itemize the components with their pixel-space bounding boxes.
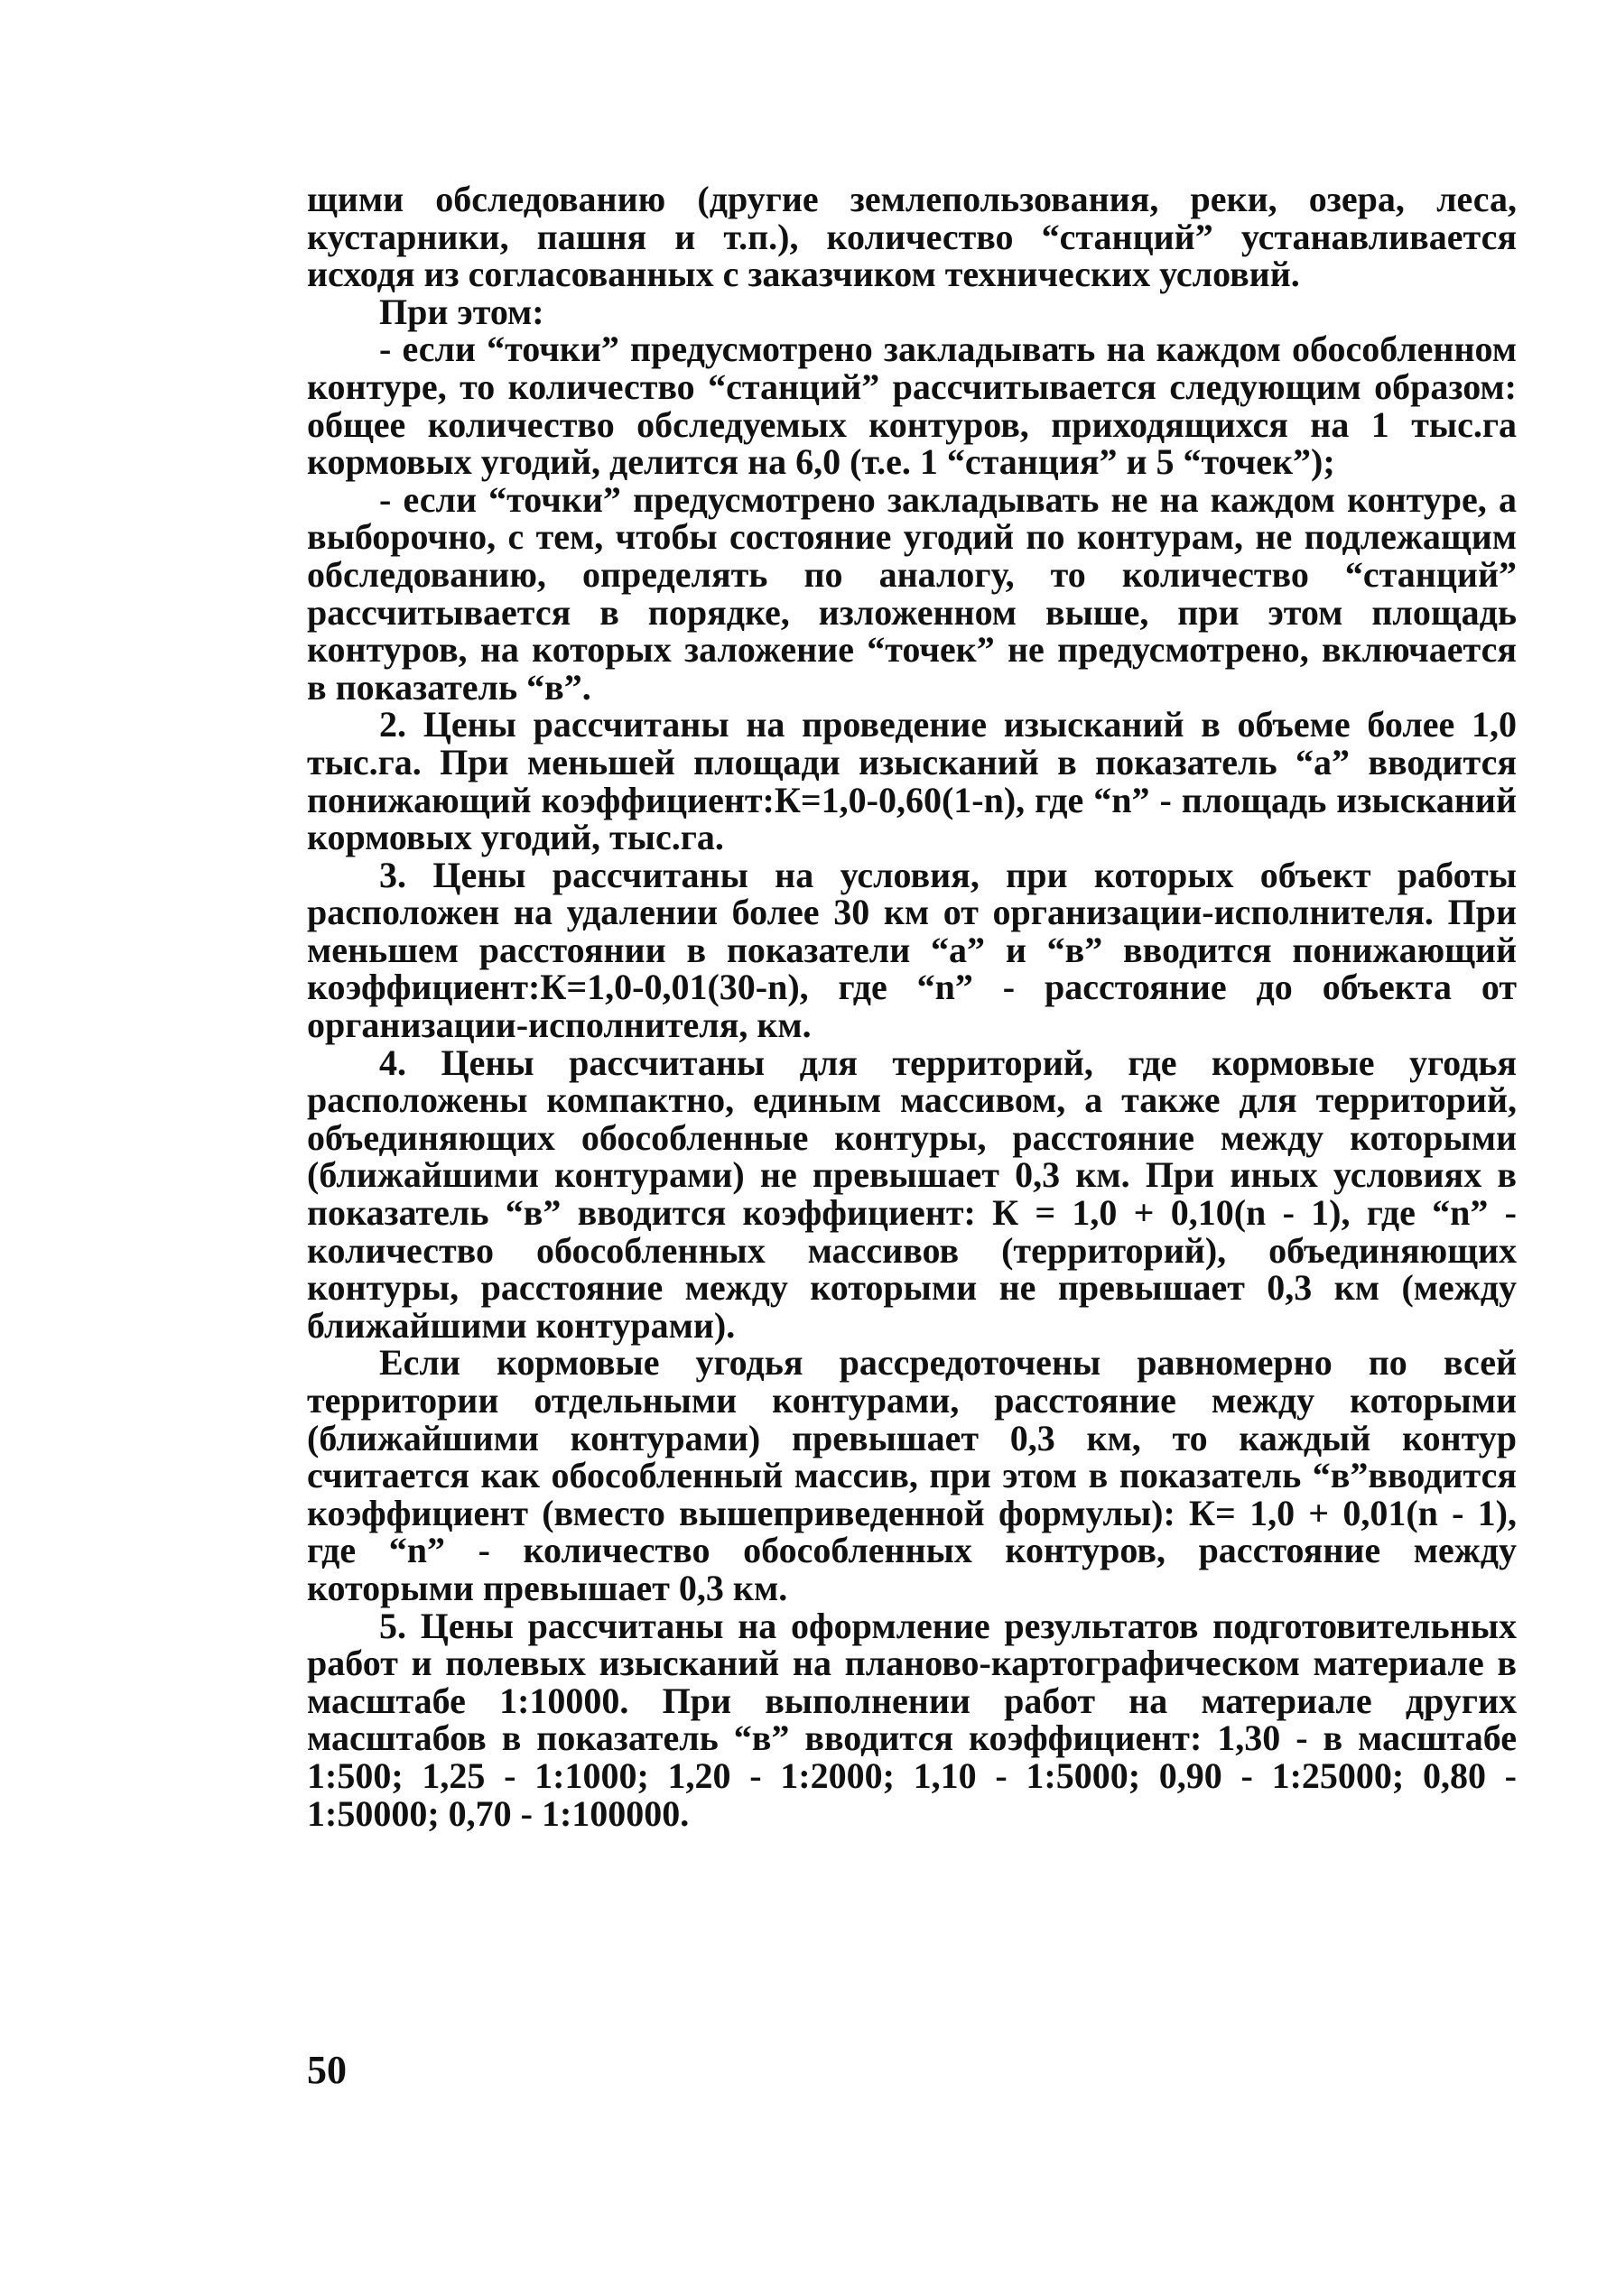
paragraph-note-5: 5. Цены рассчитаны на оформление результатов подготовительных работ и полевых изысканий на планово-картографическом материале в масштабе 1:10000. При выполнении работ на материале других масштабов в показатель “в” вводится коэффициент: 1,30 - в масштабе 1:500; 1,25 - 1:1000; 1,20 - 1:2000; 1,10 - 1:5000; 0,90 - 1:25000; 0,80 - 1:50000; 0,70 - 1:100000. — [307, 1605, 1517, 1834]
paragraph-continuation: щими обследованию (другие землепользования, реки, озера, леса, кустарники, пашня и т.п.), количество “станций” устанавливается исходя из согласованных с заказчиком технических условий. — [307, 179, 1517, 295]
body-text — [307, 181, 1517, 1832]
paragraph-note-4-continued: Если кормовые угодья рассредоточены равномерно по всей территории отдельными контурами, расстояние между которыми (ближайшими контурами) превышает 0,3 км, то каждый контур считается как обособленный массив, при этом в показатель “в”вводится коэффициент (вместо вышеприведенной формулы): К= 1,0 + 0,01(n - 1), где “n” - количество обособленных контуров, расстояние между которыми превышает 0,3 км. — [307, 1342, 1517, 1608]
page-number: 50 — [307, 2048, 347, 2092]
paragraph-intro: При этом: — [379, 291, 544, 332]
paragraph-note-2: 2. Цены рассчитаны на проведение изысканий в объеме более 1,0 тыс.га. При меньшей площади изысканий в показатель “а” вводится понижающий коэффициент:К=1,0-0,60(1-n), где “n” - площадь изысканий кормовых угодий, тыс.га. — [307, 704, 1517, 858]
paragraph-note-4: 4. Цены рассчитаны для территорий, где кормовые угодья расположены компактно, единым массивом, а также для территорий, объединяющих обособленные контуры, расстояние между которыми (ближайшими контурами) не превышает 0,3 км. При иных условиях в показатель “в” вводится коэффициент: К = 1,0 + 0,10(n - 1), где “n” - количество обособленных массивов (территорий), объединяющих контуры, расстояние между которыми не превышает 0,3 км (между ближайшими контурами). — [307, 1042, 1517, 1346]
paragraph-note-3: 3. Цены рассчитаны на условия, при которых объект работы расположен на удалении более 30 км от организации-исполнителя. При меньшем расстоянии в показатели “а” и “в” вводится понижающий коэффициент:К=1,0-0,01(30-n), где “n” - расстояние до объекта от организации-исполнителя, км. — [307, 854, 1517, 1046]
paragraph-bullet-1: - если “точки” предусмотрено закладывать на каждом обособленном контуре, то количество “станций” рассчитывается следующим образом: общее количество обследуемых контуров, приходящихся на 1 тыс.га кормовых угодий, делится на 6,0 (т.е. 1 “станция” и 5 “точек”); — [307, 329, 1517, 483]
paragraph-bullet-2: - если “точки” предусмотрено закладывать не на каждом контуре, а выборочно, с тем, чтобы состояние угодий по контурам, не подлежащим обследованию, определять по аналогу, то количество “станций” рассчитывается в порядке, изложенном выше, при этом площадь контуров, на которых заложение “точек” не предусмотрено, включается в показатель “в”. — [307, 478, 1517, 708]
